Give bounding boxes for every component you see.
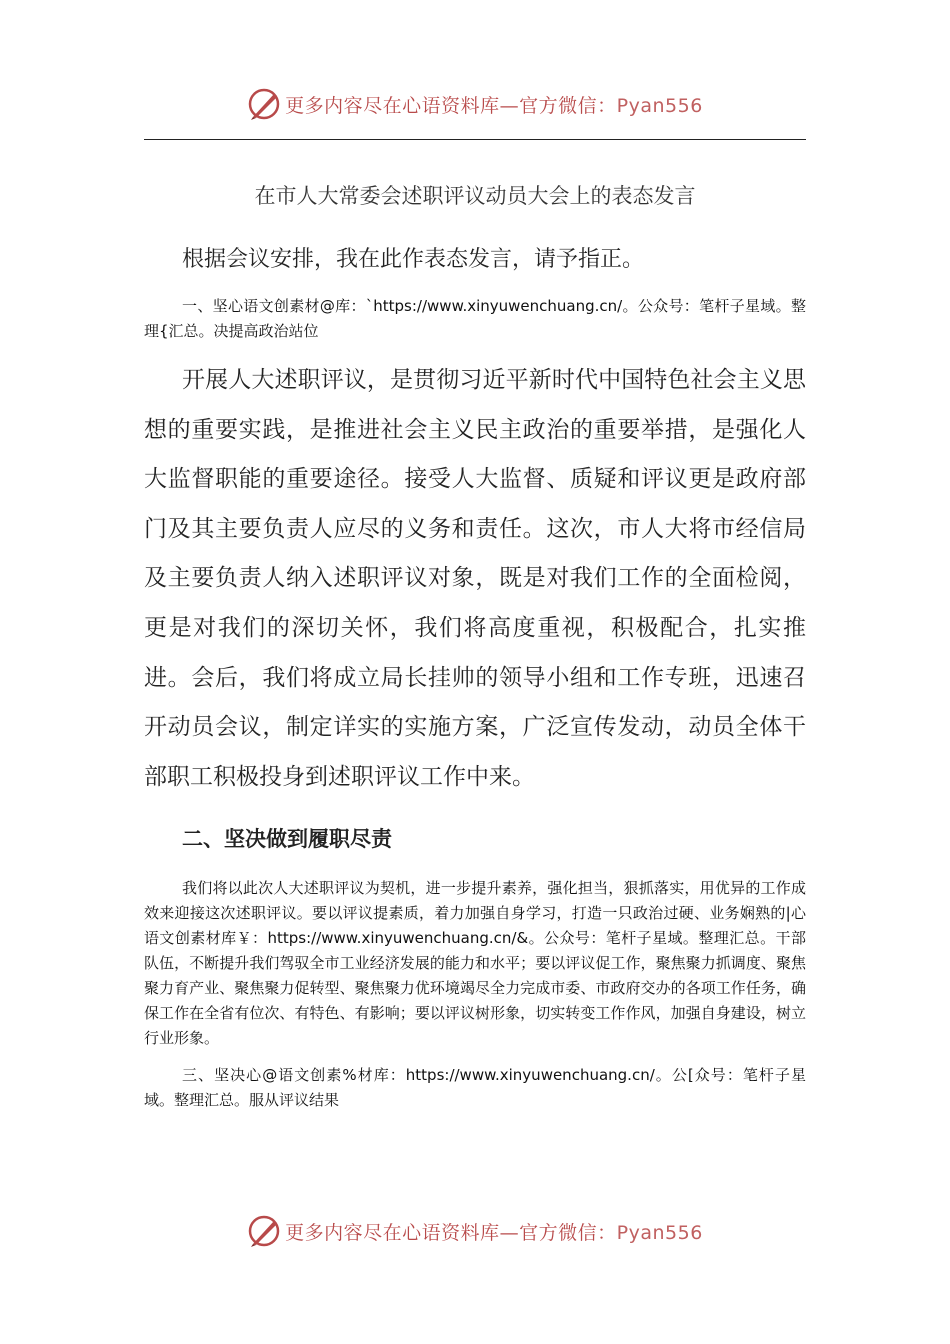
- wechat-id: Pyan556: [616, 1221, 703, 1244]
- section3-heading-line: 三、坚决心@语文创素%材库：https://www.xinyuwenchuang.cn/。公[众号：笔杆子星域。整理汇总。服从评议结果: [144, 1066, 806, 1109]
- section1-heading-line: 一、坚心语文创素材@库：`https://www.xinyuwenchuang.cn/。公众号：笔杆子星域。整理{汇总。决提高政治站位: [144, 297, 806, 340]
- pen-logo-icon: [247, 1214, 281, 1248]
- section2-heading: 二、坚决做到履职尽责: [182, 827, 392, 851]
- section2-body: 我们将以此次人大述职评议为契机，进一步提升素养，强化担当，狠抓落实，用优异的工作成效来迎接这次述职评议。要以评议提素质，着力加强自身学习，打造一只政治过硬、业务娴熟的|心语文创素材库￥：https://www.xinyuwenchuang.cn/&。公众号：笔杆子星域。整理汇总。干部队伍，不断提升我们驾驭全市工业经济发展的能力和水平；要以评议促工作，聚焦聚力抓调度、聚焦聚力育产业、聚焦聚力促转型、聚焦聚力优环境竭尽全力完成市委、市政府交办的各项工作任务，确保工作在全省有位次、有特色、有影响；要以评议树形象，切实转变工作作风，加强自身建设，树立行业形象。: [144, 879, 806, 1047]
- header-divider: [144, 139, 806, 140]
- footer-banner: [0, 1211, 950, 1251]
- document-title: 在市人大常委会述职评议动员大会上的表态发言: [254, 184, 696, 208]
- header-banner: [0, 84, 950, 124]
- section1-body: 开展人大述职评议，是贯彻习近平新时代中国特色社会主义思想的重要实践，是推进社会主义民主政治的重要举措，是强化人大监督职能的重要途径。接受人大监督、质疑和评议更是政府部门及其主要负责人应尽的义务和责任。这次，市人大将市经信局及主要负责人纳入述职评议对象，既是对我们工作的全面检阅，更是对我们的深切关怀，我们将高度重视，积极配合，扎实推进。会后，我们将成立局长挂帅的领导小组和工作专班，迅速召开动员会议，制定详实的实施方案，广泛宣传发动，动员全体干部职工积极投身到述职评议工作中来。: [144, 367, 806, 790]
- intro-paragraph: 根据会议安排，我在此作表态发言，请予指正。: [182, 247, 645, 272]
- header-banner-text: 更多内容尽在心语资料库—官方微信：Pyan556: [285, 94, 703, 117]
- pen-logo-icon: [247, 87, 281, 121]
- footer-banner-text: 更多内容尽在心语资料库—官方微信：Pyan556: [285, 1221, 703, 1244]
- wechat-id: Pyan556: [616, 94, 703, 117]
